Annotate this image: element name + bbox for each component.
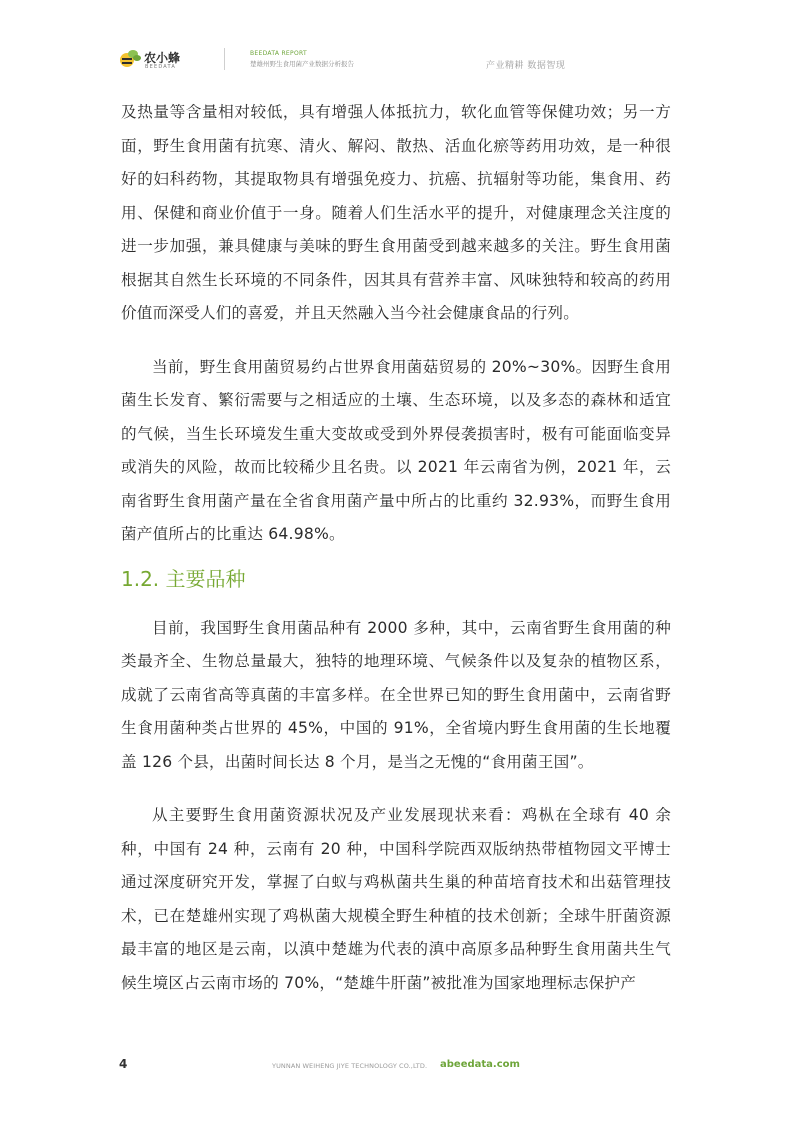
report-name-en: BEEDATA REPORT [250,50,307,57]
brand-logo [118,46,214,74]
page-header [0,0,793,80]
logo-text: 农小蜂 [144,51,181,65]
section-heading: 1.2. 主要品种 [121,566,246,591]
footer-company: YUNNAN WEIHENG JIYE TECHNOLOGY CO.,LTD. [272,1062,428,1070]
body-paragraph-2: 当前，野生食用菌贸易约占世界食用菌菇贸易的 20%~30%。因野生食用菌生长发育、繁衍需要与之相适应的土壤、生态环境，以及多态的森林和适宜的气候，当生长环境发生重大变故或受到外界侵袭损害时，极有可能面临变异或消失的风险，故而比较稀少且名贵。以 2021 年云南省为例，2021 年，云南省野生食用菌产量在全省食用菌产量中所占的比重约 32.93%，而野生食用菌产值所占的比重达 64.98%。 [121,357,671,543]
header-slogan: 产业精耕 数据智现 [486,61,566,71]
body-paragraph-4: 从主要野生食用菌资源状况及产业发展现状来看：鸡枞在全球有 40 余种，中国有 24 种，云南有 20 种，中国科学院西双版纳热带植物园文平博士通过深度研究开发，掌握了白蚁与鸡枞菌共生巢的种苗培育技术和出菇管理技术，已在楚雄州实现了鸡枞菌大规模全野生种植的技术创新；全球牛肝菌资源最丰富的地区是云南，以滇中楚雄为代表的滇中高原多品种野生食用菌共生气候生境区占云南市场的 70%，“楚雄牛肝菌”被批准为国家地理标志保护产 [121,806,671,992]
paragraph-gap [121,331,671,351]
footer-website-link[interactable]: abeedata.com [440,1059,520,1070]
header-divider [224,48,225,70]
paragraph-gap [121,779,671,799]
page-content [121,96,671,1000]
body-paragraph-1: 及热量等含量相对较低，具有增强人体抵抗力，软化血管等保健功效；另一方面，野生食用菌有抗寒、清火、解闷、散热、活血化瘀等药用功效，是一种很好的妇科药物，其提取物具有增强免疫力、抗癌、抗辐射等功能，集食用、药用、保健和商业价值于一身。随着人们生活水平的提升，对健康理念关注度的进一步加强，兼具健康与美味的野生食用菌受到越来越多的关注。野生食用菌根据其自然生长环境的不同条件，因其具有营养丰富、风味独特和较高的药用价值而深受人们的喜爱，并且天然融入当今社会健康食品的行列。 [121,103,671,322]
bee-logo-icon [118,48,142,72]
logo-subtext: BEEDATA [145,64,177,70]
body-paragraph-3: 目前，我国野生食用菌品种有 2000 多种，其中，云南省野生食用菌的种类最齐全、生物总量最大，独特的地理环境、气候条件以及复杂的植物区系，成就了云南省高等真菌的丰富多样。在全世界已知的野生食用菌中，云南省野生食用菌种类占世界的 45%，中国的 91%，全省境内野生食用菌的生长地覆盖 126 个县，出菌时间长达 8 个月，是当之无愧的“食用菌王国”。 [121,618,671,771]
page-number: 4 [119,1057,128,1071]
report-name-cn: 楚雄州野生食用菌产业数据分析报告 [250,60,354,68]
